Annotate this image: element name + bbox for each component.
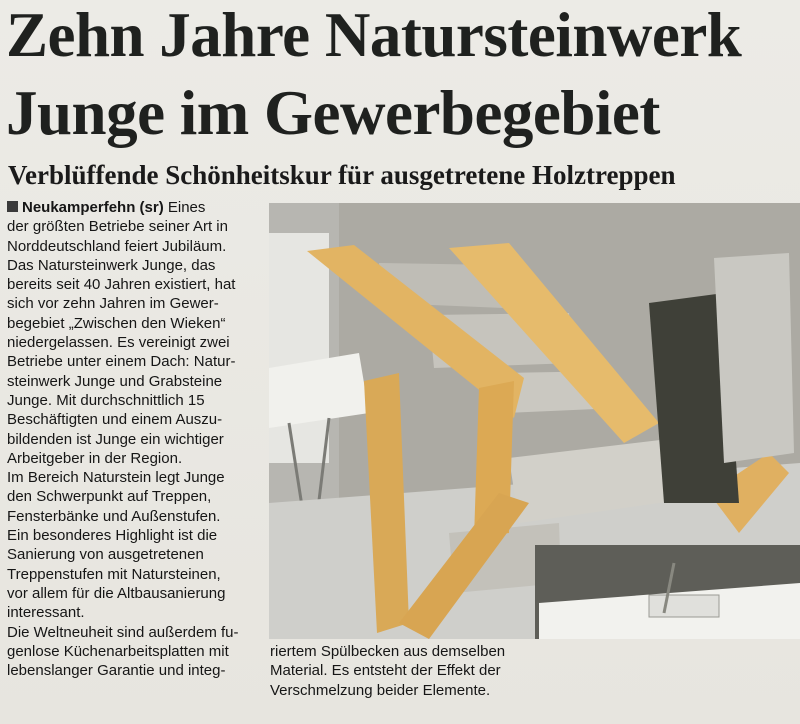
article-line: Sanierung von ausgetretenen [7,546,204,564]
article-line: Norddeutschland feiert Jubiläum. [7,237,227,255]
article-line: Das Natursteinwerk Junge, das [7,256,216,274]
article-line: sich vor zehn Jahren im Gewer- [7,295,219,313]
article-line: vor allem für die Altbausanierung [7,584,226,602]
article-continuation [270,642,570,700]
article-line: Arbeitgeber in der Region. [7,449,183,467]
article-line: Betriebe unter einem Dach: Natur- [7,353,236,371]
article-line: niedergelassen. Es vereinigt zwei [7,334,230,352]
article-line: Treppenstufen mit Natursteinen, [7,565,221,583]
dateline: Neukamperfehn (sr) [22,199,164,216]
headline-line-1: Zehn Jahre Natursteinwerk [6,0,742,70]
article-line: Ein besonderes Highlight ist die [7,527,218,545]
article-line: Im Bereich Naturstein legt Junge [7,469,225,487]
article-line: lebenslanger Garantie und integ- [7,662,226,680]
article-line-text: Eines [167,199,206,216]
article-line: der größten Betriebe seiner Art in [7,218,228,236]
article-line: Die Weltneuheit sind außerdem fu- [7,623,239,641]
article-line: Verschmelzung beider Elemente. [270,681,491,699]
article-line: steinwerk Junge und Grabsteine [7,372,223,390]
article-line: bildenden ist Junge ein wichtiger [7,430,224,448]
subheadline: Verblüffende Schönheitskur für ausgetretene Holztreppen [8,160,676,190]
article-line: genlose Küchenarbeitsplatten mit [7,642,229,660]
article-line: interessant. [7,604,85,622]
article-line [7,198,265,217]
article-line: den Schwerpunkt auf Treppen, [7,488,212,506]
article-body [7,198,265,680]
article-line: riertem Spülbecken aus demselben [270,643,506,660]
article-line: Material. Es entsteht der Effekt der [270,662,501,680]
article-line: begebiet „Zwischen den Wieken“ [7,314,226,332]
article-line: bereits seit 40 Jahren existiert, hat [7,276,236,294]
article-line: Fensterbänke und Außenstufen. [7,507,221,525]
staircase-photo-graphic [269,203,800,639]
headline-line-2: Junge im Gewerbegebiet [6,78,660,148]
article-line: Beschäftigten und einem Auszu- [7,411,223,429]
article-line: Junge. Mit durchschnittlich 15 [7,391,205,409]
square-bullet-icon [7,201,18,212]
article-photo [269,203,800,639]
